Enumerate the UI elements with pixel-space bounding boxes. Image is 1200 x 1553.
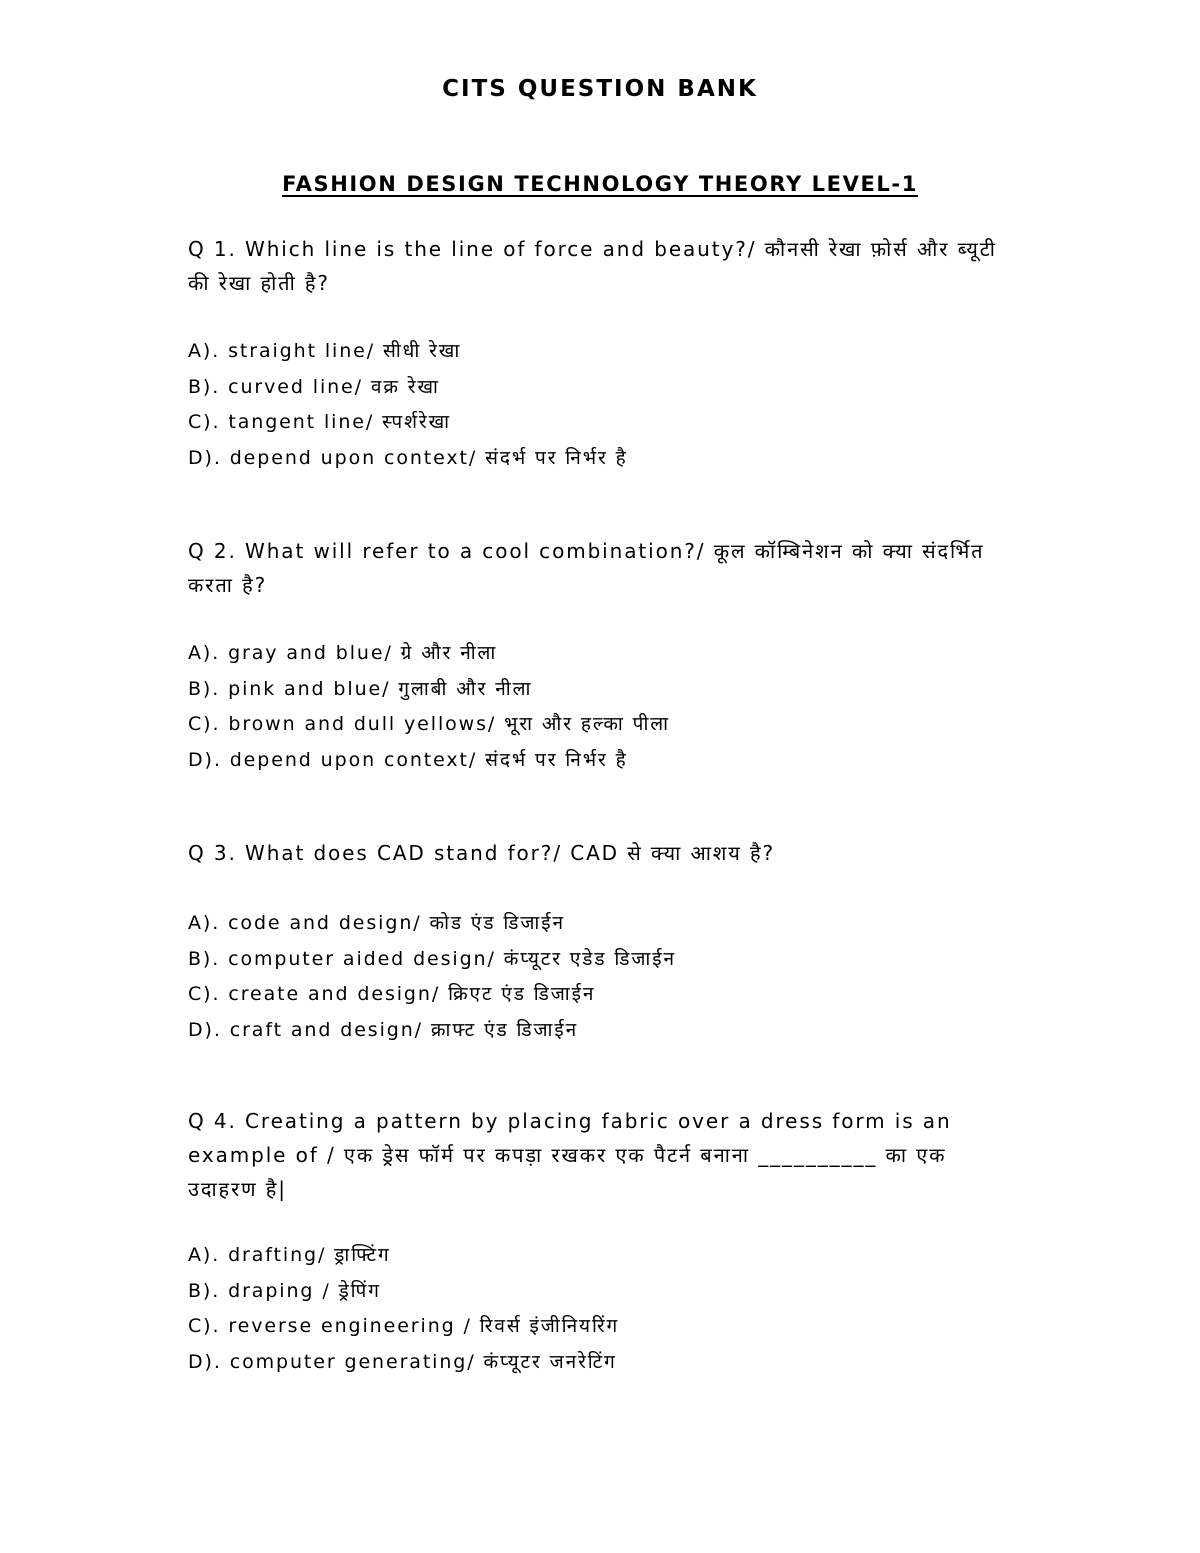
question-text: Q 4. Creating a pattern by placing fabric over a dress form is an example of / एक ड्रेस फॉर्म पर कपड़ा रखकर एक पैटर्न बनाना __________ का एक उदाहरण है| xyxy=(188,1109,952,1201)
question-text: Q 3. What does CAD stand for?/ CAD से क्या आशय है? xyxy=(188,841,776,865)
question-text: Q 2. What will refer to a cool combination?/ कूल कॉम्बिनेशन को क्या संदर्भित करता है? xyxy=(188,539,985,597)
option-a: A). drafting/ ड्राफ्टिंग xyxy=(188,1244,391,1266)
option-d: D). craft and design/ क्राफ्ट एंड डिजाईन xyxy=(188,1018,579,1041)
option-a: A). gray and blue/ ग्रे और नीला xyxy=(188,642,498,664)
option-d: D). computer generating/ कंप्यूटर जनरेटिंग xyxy=(188,1350,617,1373)
option-b: B). pink and blue/ गुलाबी और नीला xyxy=(188,677,533,700)
option-a: A). code and design/ कोड एंड डिजाईन xyxy=(188,912,565,934)
document-subtitle: FASHION DESIGN TECHNOLOGY THEORY LEVEL-1 xyxy=(282,172,918,196)
options-list xyxy=(188,906,1008,1048)
option-b: B). computer aided design/ कंप्यूटर एडेड डिजाईन xyxy=(188,947,676,970)
option-d: D). depend upon context/ संदर्भ पर निर्भर है xyxy=(188,748,628,771)
options-list xyxy=(188,1238,1008,1380)
option-c: C). brown and dull yellows/ भूरा और हल्का पीला xyxy=(188,713,671,735)
option-a: A). straight line/ सीधी रेखा xyxy=(188,340,462,362)
question-2 xyxy=(188,534,1008,778)
options-list xyxy=(188,334,1008,476)
option-c: C). create and design/ क्रिएट एंड डिजाईन xyxy=(188,983,596,1005)
option-c: C). tangent line/ स्पर्शरेखा xyxy=(188,411,451,433)
option-b: B). draping / ड्रेपिंग xyxy=(188,1279,381,1302)
options-list xyxy=(188,636,1008,778)
question-4 xyxy=(188,1104,1008,1380)
option-c: C). reverse engineering / रिवर्स इंजीनियरिंग xyxy=(188,1315,620,1337)
question-text: Q 1. Which line is the line of force and beauty?/ कौनसी रेखा फ़ोर्स और ब्यूटी की रेखा होती है? xyxy=(188,237,997,295)
question-1 xyxy=(188,232,1008,476)
document-title: CITS QUESTION BANK xyxy=(442,76,758,102)
option-b: B). curved line/ वक्र रेखा xyxy=(188,375,440,398)
question-3 xyxy=(188,836,1008,1048)
option-d: D). depend upon context/ संदर्भ पर निर्भर है xyxy=(188,446,628,469)
